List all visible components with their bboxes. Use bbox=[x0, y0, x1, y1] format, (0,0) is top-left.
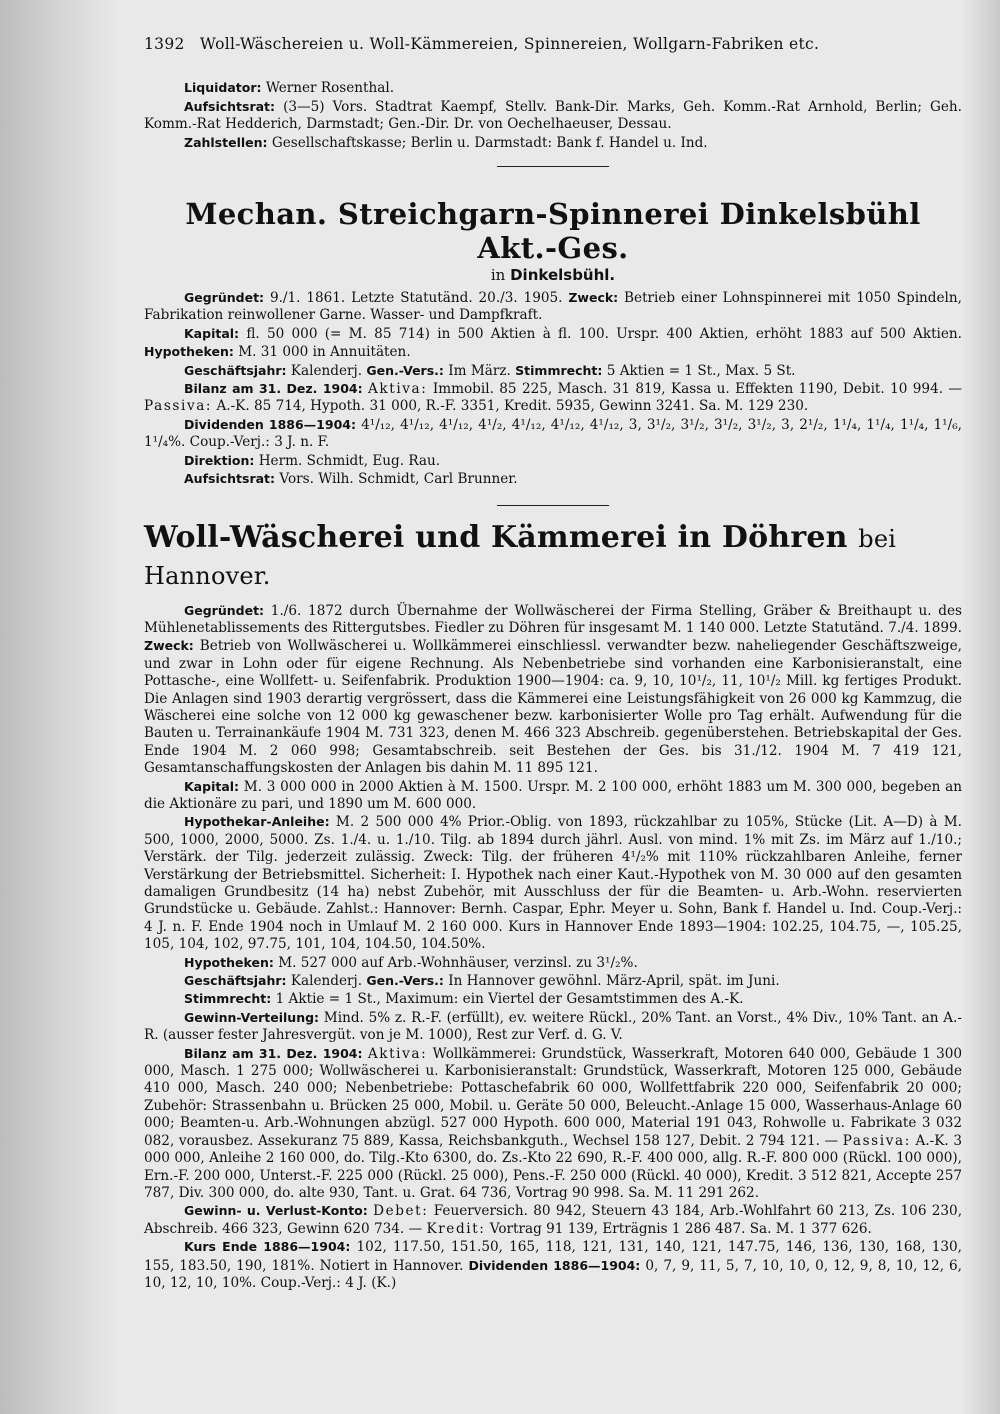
label-gewinn-verteilung: Gewinn-Verteilung: bbox=[184, 1009, 320, 1025]
label-zweck: Zweck: bbox=[568, 290, 619, 306]
label-zahlstellen: Zahlstellen: bbox=[184, 134, 268, 150]
hypothekar-anleihe-value: M. 2 500 000 4% Prior.-Oblig. von 1893, rückzahlbar zu 105%, Stücke (Lit. A—D) à M. 500, 1000, 2000, 5000. Zs. 1./4. u. 1./10. Tilg. ab 1894 durch jährl. Ausl. von mind. 1% mit Zs. im März auf 1./10.; Verstärk. der Tilg. jederzeit zulässig. Zweck: Tilg. der früheren 4¹/₂% mit 110% rückzahlbaren Anleihe, ferner Verstärkung der Betriebsmittel. Sicherheit: I. Hypothek nach einer Kaut.-Hypothek von M. 30 000 auf den gesamten damaligen Grundbesitz (14 ha) nebst Zubehör, mit Ausschluss der für die Beamten- u. Arb.-Wohn. reservierten Grundstücke u. Gebäude. Zahlst.: Hannover: Bernh. Caspar, Ephr. Meyer u. Sohn, Bank f. Handel u. Ind. Coup.-Verj.: 4 J. n. F. Ende 1904 noch in Umlauf M. 2 160 000. Kurs in Hannover Ende 1893—1904: 102.25, 104.75, —, 105.25, 105, 104, 102, 97.75, 101, 104, 104.50, 104.50%. bbox=[144, 814, 962, 953]
section-divider bbox=[497, 166, 609, 167]
label-kapital: Kapital: bbox=[184, 325, 240, 341]
label-aktiva: Aktiva: bbox=[367, 1045, 428, 1062]
aufsichtsrat-value: Vors. Wilh. Schmidt, Carl Brunner. bbox=[279, 471, 518, 488]
label-geschaeftsjahr: Geschäftsjahr: bbox=[184, 362, 287, 378]
passiva-value: A.-K. 85 714, Hypoth. 31 000, R.-F. 3351, Kredit. 5935, Gewinn 3241. Sa. M. 129 230. bbox=[216, 398, 809, 415]
location-place: Dinkelsbühl. bbox=[510, 266, 616, 285]
company-title bbox=[144, 520, 962, 594]
location-prefix: in bbox=[490, 266, 506, 285]
book-gutter bbox=[0, 0, 118, 1414]
page-edge bbox=[960, 0, 1000, 1414]
label-kurs: Kurs Ende 1886—1904: bbox=[184, 1239, 351, 1255]
label-hypothekar-anleihe: Hypothekar-Anleihe: bbox=[184, 814, 330, 830]
label-direktion: Direktion: bbox=[184, 452, 255, 468]
company-title: Mechan. Streichgarn-Spinnerei Dinkelsbühl Akt.-Ges. bbox=[185, 197, 921, 266]
label-aktiva: Aktiva: bbox=[368, 381, 428, 398]
stimmrecht-value: 1 Aktie = 1 St., Maximum: ein Viertel der Gesamtstimmen des A.-K. bbox=[275, 991, 744, 1008]
label-dividenden: Dividenden 1886—1904: bbox=[184, 416, 356, 432]
label-gegruendet: Gegründet: bbox=[184, 290, 265, 306]
label-liquidator: Liquidator: bbox=[184, 80, 262, 96]
label-gen-vers: Gen.-Vers.: bbox=[366, 362, 444, 378]
aktiva-value: Immobil. 85 225, Masch. 31 819, Kassa u. Effekten 1190, Debit. 10 994. — bbox=[432, 381, 963, 398]
gen-vers-value: In Hannover gewöhnl. März-April, spät. im Juni. bbox=[448, 973, 780, 990]
section-divider bbox=[497, 505, 609, 506]
label-bilanz: Bilanz am 31. Dez. 1904: bbox=[184, 381, 363, 397]
company-entry-doehren bbox=[144, 520, 962, 1293]
label-aufsichtsrat: Aufsichtsrat: bbox=[184, 98, 276, 114]
label-stimmrecht: Stimmrecht: bbox=[184, 991, 272, 1007]
label-zweck: Zweck: bbox=[144, 638, 194, 654]
label-kredit: Kredit: bbox=[426, 1220, 486, 1237]
label-dividenden: Dividenden 1886—1904: bbox=[468, 1257, 641, 1273]
label-hypotheken: Hypotheken: bbox=[184, 954, 274, 970]
zweck-value: Betrieb einer Lohnspinnerei mit 1050 Spindeln, Fabrikation reinwollener Garne. Wasser- und Dampfkraft. bbox=[144, 290, 962, 324]
geschaeftsjahr-value: Kalenderj. bbox=[290, 362, 363, 379]
label-hypotheken: Hypotheken: bbox=[144, 344, 234, 360]
label-debet: Debet: bbox=[373, 1203, 429, 1220]
company-location bbox=[144, 265, 962, 285]
label-geschaeftsjahr: Geschäftsjahr: bbox=[184, 973, 287, 989]
gen-vers-value: Im März. bbox=[448, 362, 511, 379]
zweck-value: Betrieb von Wollwäscherei u. Wollkämmerei einschliessl. verwandter bezw. naheliegender Geschäftszweige, und zwar in Lohn oder für eigene Rechnung. Als Nebenbetriebe sind vorhanden eine Karbonisieranstalt, eine Pottasche-, eine Wollfett- u. Seifenfabrik. Produktion 1900—1904: ca. 9, 10, 10¹/₂, 11, 10¹/₂ Mill. kg fertiges Produkt. Die Anlagen sind 1903 derartig vergrössert, dass die Kämmerei eine Leistungsfähigkeit von 26 000 kg Kammzug, die Wäscherei eine solche von 12 000 kg gewaschener bezw. karbonisierter Wolle pro Tag erhält. Aufwendung für die Bauten u. Terrainankäufe 1904 M. 731 323, denen M. 466 323 Abschreib. gegenüberstehen. Betriebskapital der Ges. Ende 1904 M. 2 060 998; Gesamtabschreib. seit Bestehen der Ges. bis 31./12. 1904 M. 7 419 121, Gesamtanschaffungskosten der Anlagen bis dahin M. 11 895 121. bbox=[144, 638, 962, 777]
label-aufsichtsrat: Aufsichtsrat: bbox=[184, 471, 276, 487]
running-title: Woll-Wäschereien u. Woll-Kämmereien, Spinnereien, Wollgarn-Fabriken etc. bbox=[199, 35, 820, 53]
company-entry-dinkelsbuehl bbox=[144, 197, 962, 488]
kurs-value: 102, 117.50, 151.50, 165, 118, 121, 131, 140, 121, 147.75, 146, 136, 130, 168, 130, 155, 183.50, 190, 181%. Notiert in Hannover. bbox=[144, 1239, 962, 1274]
geschaeftsjahr-value: Kalenderj. bbox=[290, 973, 363, 990]
hypotheken-value: M. 31 000 in Annuitäten. bbox=[238, 344, 411, 361]
gewinn-verteilung-value: Mind. 5% z. R.-F. (erfüllt), ev. weitere Rückl., 20% Tant. an Vorst., 4% Div., 10% Tant. an A.-R. (ausser fester Jahresvergüt. von je M. 1000), Rest zur Verf. d. G. V. bbox=[144, 1009, 962, 1044]
label-bilanz: Bilanz am 31. Dez. 1904: bbox=[184, 1045, 363, 1061]
kredit-value: Vortrag 91 139, Erträgnis 1 286 487. Sa. M. 1 377 626. bbox=[489, 1220, 872, 1237]
zahlstellen-value: Gesellschaftskasse; Berlin u. Darmstadt: Bank f. Handel u. Ind. bbox=[271, 134, 708, 151]
company-location: bei Hannover. bbox=[144, 524, 897, 590]
kapital-value: fl. 50 000 (= M. 85 714) in 500 Aktien à fl. 100. Urspr. 400 Aktien, erhöht 1883 auf 500 Aktien. bbox=[246, 325, 963, 342]
label-gewinn-verlust-konto: Gewinn- u. Verlust-Konto: bbox=[184, 1203, 368, 1219]
aufsichtsrat-value: (3—5) Vors. Stadtrat Kaempf, Stellv. Bank-Dir. Marks, Geh. Komm.-Rat Arnhold, Berlin; Geh. Komm.-Rat Hedderich, Darmstadt; Gen.-Dir. Dr. von Oechelhaeuser, Dessau. bbox=[144, 98, 962, 133]
direktion-value: Herm. Schmidt, Eug. Rau. bbox=[258, 452, 441, 469]
dividenden-value: 0, 7, 9, 11, 5, 7, 10, 10, 0, 12, 9, 8, 10, 12, 6, 10, 12, 10, 10%. Coup.-Verj.: 4 J. (K.) bbox=[144, 1257, 963, 1291]
label-passiva: Passiva: bbox=[842, 1132, 911, 1149]
hypotheken-value: M. 527 000 auf Arb.-Wohnhäuser, verzinsl. zu 3¹/₂%. bbox=[278, 954, 638, 971]
label-kapital: Kapital: bbox=[184, 778, 240, 794]
gegruendet-value: 1./6. 1872 durch Übernahme der Wollwäscherei der Firma Stelling, Gräber & Breithaupt u. des Mühlenetablissements des Rittergutsbes. Fiedler zu Döhren für insgesamt M. 1 140 000. Letzte Statutänd. 7./4. 1899. bbox=[144, 602, 962, 636]
liquidator-value: Werner Rosenthal. bbox=[265, 80, 395, 97]
previous-company-entry bbox=[144, 79, 962, 152]
label-gen-vers: Gen.-Vers.: bbox=[366, 973, 444, 989]
aktiva-value: Wollkämmerei: Grundstück, Wasserkraft, Motoren 640 000, Gebäude 1 300 000, Masch. 1 275 000; Wollwäscherei u. Karbonisieranstalt: Grundstück, Wasserkraft, Motoren 125 000, Gebäude 410 000, Masch. 240 000; Nebenbetriebe: Pottaschefabrik 60 000, Wollfettfabrik 220 000, Seifenfabrik 20 000; Zubehör: Strassenbahn u. Brücken 25 000, Mobil. u. Geräte 50 000, Beleucht.-Anlage 15 000, Wasserhaus-Anlage 60 000; Beamten-u. Arb.-Wohnungen abzügl. 527 000 Hypoth. 600 000, Material 191 043, Rohwolle u. Fabrikate 3 032 082, vorausbez. Assekuranz 75 889, Kassa, Reichsbankguth., Wechsel 158 127, Debit. 2 794 121. — bbox=[144, 1045, 963, 1149]
kapital-value: M. 3 000 000 in 2000 Aktien à M. 1500. Urspr. M. 2 100 000, erhöht 1883 um M. 300 000, begeben an die Aktionäre zu pari, und 1890 um M. 600 000. bbox=[144, 778, 963, 812]
debet-value: Feuerversich. 80 942, Steuern 43 184, Arb.-Wohlfahrt 60 213, Zs. 106 230, Abschreib. 466 323, Gewinn 620 734. — bbox=[144, 1203, 963, 1237]
page-number: 1392 bbox=[144, 35, 185, 53]
gegruendet-value: 9./1. 1861. Letzte Statutänd. 20./3. 1905. bbox=[269, 290, 563, 307]
label-stimmrecht: Stimmrecht: bbox=[515, 362, 603, 378]
label-passiva: Passiva: bbox=[144, 398, 213, 415]
stimmrecht-value: 5 Aktien = 1 St., Max. 5 St. bbox=[606, 362, 796, 379]
dividenden-value: 4¹/₁₂, 4¹/₁₂, 4¹/₁₂, 4¹/₂, 4¹/₁₂, 4¹/₁₂, 4¹/₁₂, 3, 3¹/₂, 3¹/₂, 3¹/₂, 3¹/₂, 3, 2¹/₂, 1¹/₄, 1¹/₄, 1¹/₄, 1¹/₆, 1¹/₄%. Coup.-Verj.: 3 J. n. F. bbox=[144, 416, 962, 451]
company-title-text: Woll-Wäscherei und Kämmerei in Döhren bbox=[144, 519, 848, 555]
passiva-value: A.-K. 3 000 000, Anleihe 2 160 000, do. Tilg.-Kto 6300, do. Zs.-Kto 22 690, R.-F. 400 000, allg. R.-F. 800 000 (Rückl. 100 000), Ern.-F. 200 000, Unterst.-F. 225 000 (Rückl. 25 000), Pens.-F. 250 000 (Rückl. 40 000), Kredit. 3 512 821, Accepte 257 787, Div. 300 000, do. alte 930, Tant. u. Grat. 64 736, Vortrag 90 998. Sa. M. 11 291 262. bbox=[144, 1132, 962, 1201]
page-content bbox=[144, 36, 962, 1292]
label-gegruendet: Gegründet: bbox=[184, 602, 265, 618]
running-header bbox=[144, 36, 962, 53]
